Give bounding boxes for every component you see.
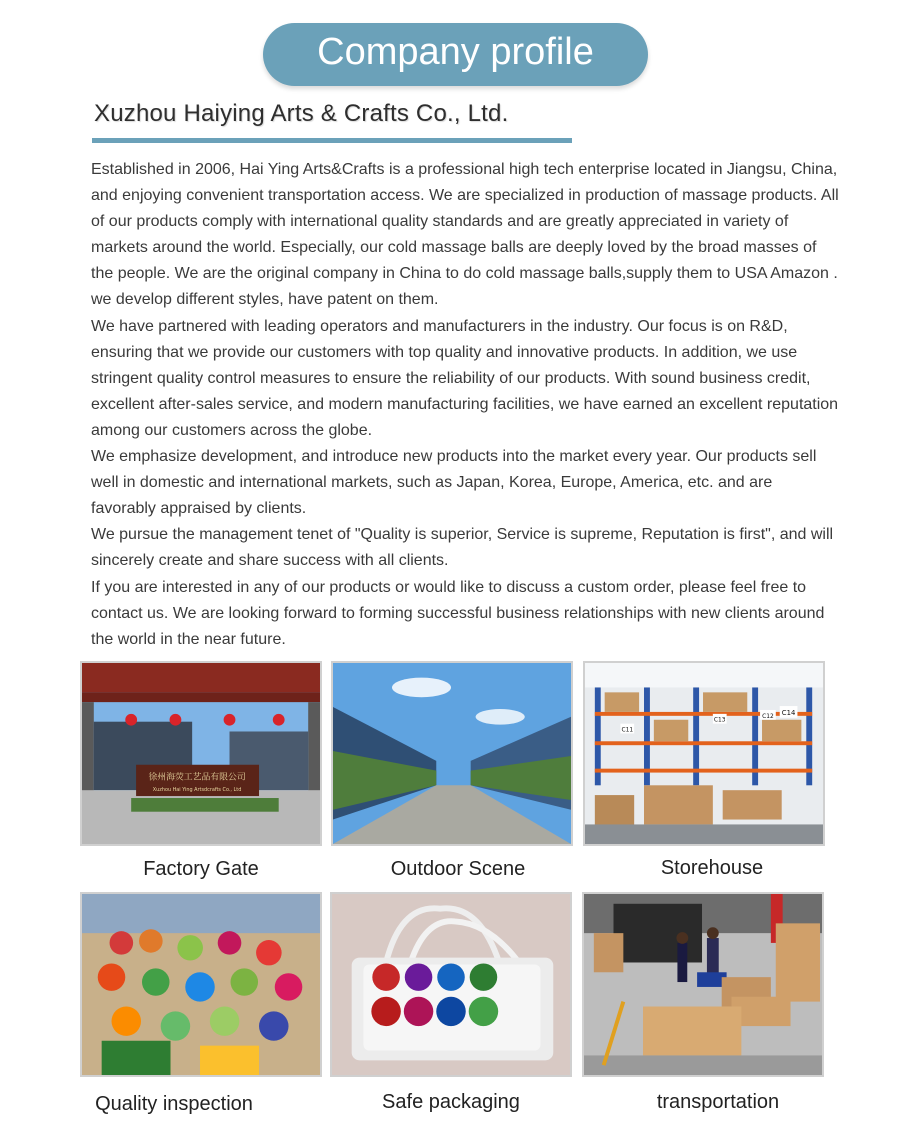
page-title: Company profile	[317, 31, 594, 73]
outdoor-scene-photo	[331, 661, 573, 846]
profile-paragraph: Established in 2006, Hai Ying Arts&Crafts is a professional high tech enterprise located in Jiangsu, China, and enjoying convenient transportation access. We are specialized in production of massage products. All of our products comply with international quality standards and are greatly appreciated in variety of markets around the world. Especially, our cold massage balls are deeply loved by the broad masses of the people. We are the original company in China to do cold massage balls,supply them to USA Amazon . we develop different styles, have patent on them.	[91, 161, 839, 309]
rack-label: C14	[781, 708, 796, 717]
page-title-banner	[263, 23, 648, 86]
company-profile-text	[91, 157, 841, 653]
quality-inspection-photo	[80, 892, 322, 1077]
heading-underline	[92, 138, 572, 143]
profile-paragraph: We emphasize development, and introduce new products into the market every year. Our products sell well in domestic and international markets, such as Japan, Korea, Europe, America, etc. and are favorably appraised by clients.	[91, 448, 817, 518]
gate-sign-en: Xuzhou Hai Ying Artsdcrafts Co., Ltd	[152, 787, 242, 794]
rack-label: C12	[762, 713, 774, 720]
profile-paragraph: We pursue the management tenet of "Quality is superior, Service is supreme, Reputation is first", and will sincerely create and share success with all clients.	[91, 526, 834, 570]
caption-safe-packaging: Safe packaging	[382, 1091, 520, 1113]
rack-label: C11	[621, 727, 634, 734]
company-name-heading: Xuzhou Haiying Arts & Crafts Co., Ltd.	[94, 100, 509, 127]
safe-packaging-photo	[330, 892, 572, 1077]
factory-gate-photo	[80, 661, 322, 846]
profile-paragraph: We have partnered with leading operators and manufacturers in the industry. Our focus is on R&D, ensuring that we provide our customers with top quality and innovative products. In addition, we use stringent quality control measures to ensure the reliability of our products. With sound business credit, excellent after-sales service, and modern manufacturing facilities, we have earned an excellent reputation among our customers across the globe.	[91, 317, 839, 439]
transportation-photo	[582, 892, 824, 1077]
gate-sign-cn: 徐州海荧工艺品有限公司	[148, 772, 246, 783]
rack-label: C13	[713, 717, 726, 724]
caption-transportation: transportation	[656, 1091, 780, 1113]
caption-quality-inspection: Quality inspection	[95, 1093, 253, 1115]
caption-storehouse: Storehouse	[660, 857, 764, 879]
caption-outdoor-scene: Outdoor Scene	[390, 858, 526, 880]
storehouse-photo	[583, 661, 825, 846]
caption-factory-gate: Factory Gate	[143, 858, 259, 880]
profile-paragraph: If you are interested in any of our products or would like to discuss a custom order, please feel free to contact us. We are looking forward to forming successful business relationships with new clients around the world in the near future.	[91, 578, 825, 648]
